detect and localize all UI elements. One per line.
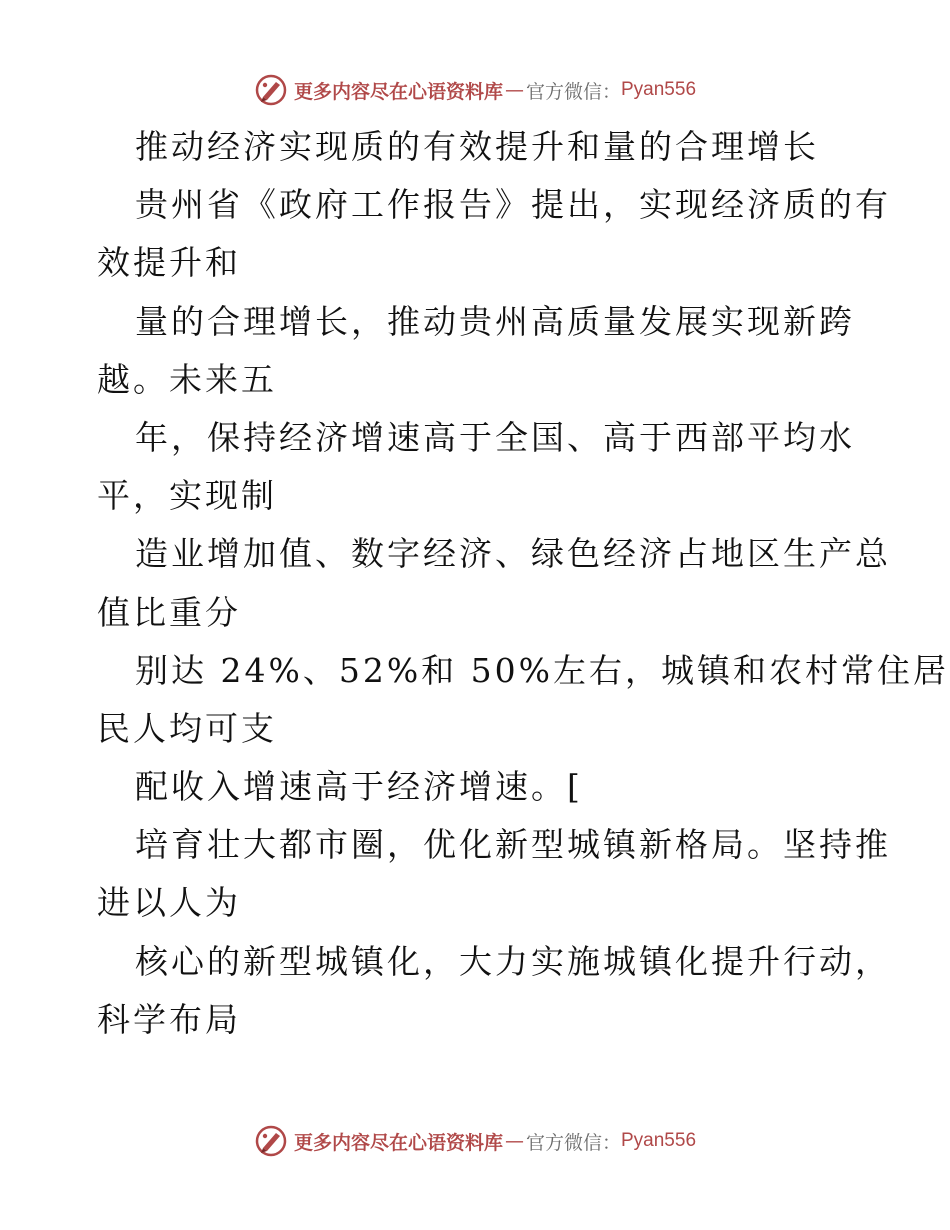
watermark-separator: — [504, 1130, 524, 1152]
watermark-label: 官方微信： [525, 80, 621, 103]
text-line: 年，保持经济增速高于全国、高于西部平均水 [135, 417, 855, 457]
pen-logo-icon [254, 73, 288, 107]
text-line: 造业增加值、数字经济、绿色经济占地区生产总 [135, 534, 891, 574]
text-line: 效提升和 [97, 243, 241, 283]
text-line: 平，实现制 [97, 476, 277, 516]
pen-logo-icon [254, 1124, 288, 1158]
text-line: 核心的新型城镇化，大力实施城镇化提升行动， [135, 941, 891, 981]
watermark-wechat-id: Pyan556 [621, 1130, 697, 1151]
text-line: 配收入增速高于经济增速。[ [135, 767, 583, 807]
watermark-brand: 更多内容尽在心语资料库 [293, 1131, 503, 1154]
watermark-brand: 更多内容尽在心语资料库 [293, 80, 503, 103]
text-line: 贵州省《政府工作报告》提出，实现经济质的有 [135, 185, 891, 225]
text-line: 民人均可支 [97, 708, 277, 748]
watermark-label: 官方微信： [525, 1131, 621, 1154]
text-line: 越。未来五 [97, 359, 277, 399]
footer-watermark [0, 1121, 950, 1161]
text-line: 别达 24%、52%和 50%左右，城镇和农村常住居 [135, 650, 950, 690]
document-body [97, 118, 950, 1049]
text-line: 进以人为 [97, 883, 241, 923]
text-line: 值比重分 [97, 592, 241, 632]
text-line: 科学布局 [97, 999, 241, 1039]
text-line: 推动经济实现质的有效提升和量的合理增长 [135, 127, 819, 166]
text-line: 量的合理增长，推动贵州高质量发展实现新跨 [135, 301, 855, 341]
watermark-separator: — [504, 79, 524, 101]
header-watermark [0, 70, 950, 110]
text-line: 培育壮大都市圈，优化新型城镇新格局。坚持推 [135, 825, 891, 865]
watermark-wechat-id: Pyan556 [621, 79, 697, 100]
